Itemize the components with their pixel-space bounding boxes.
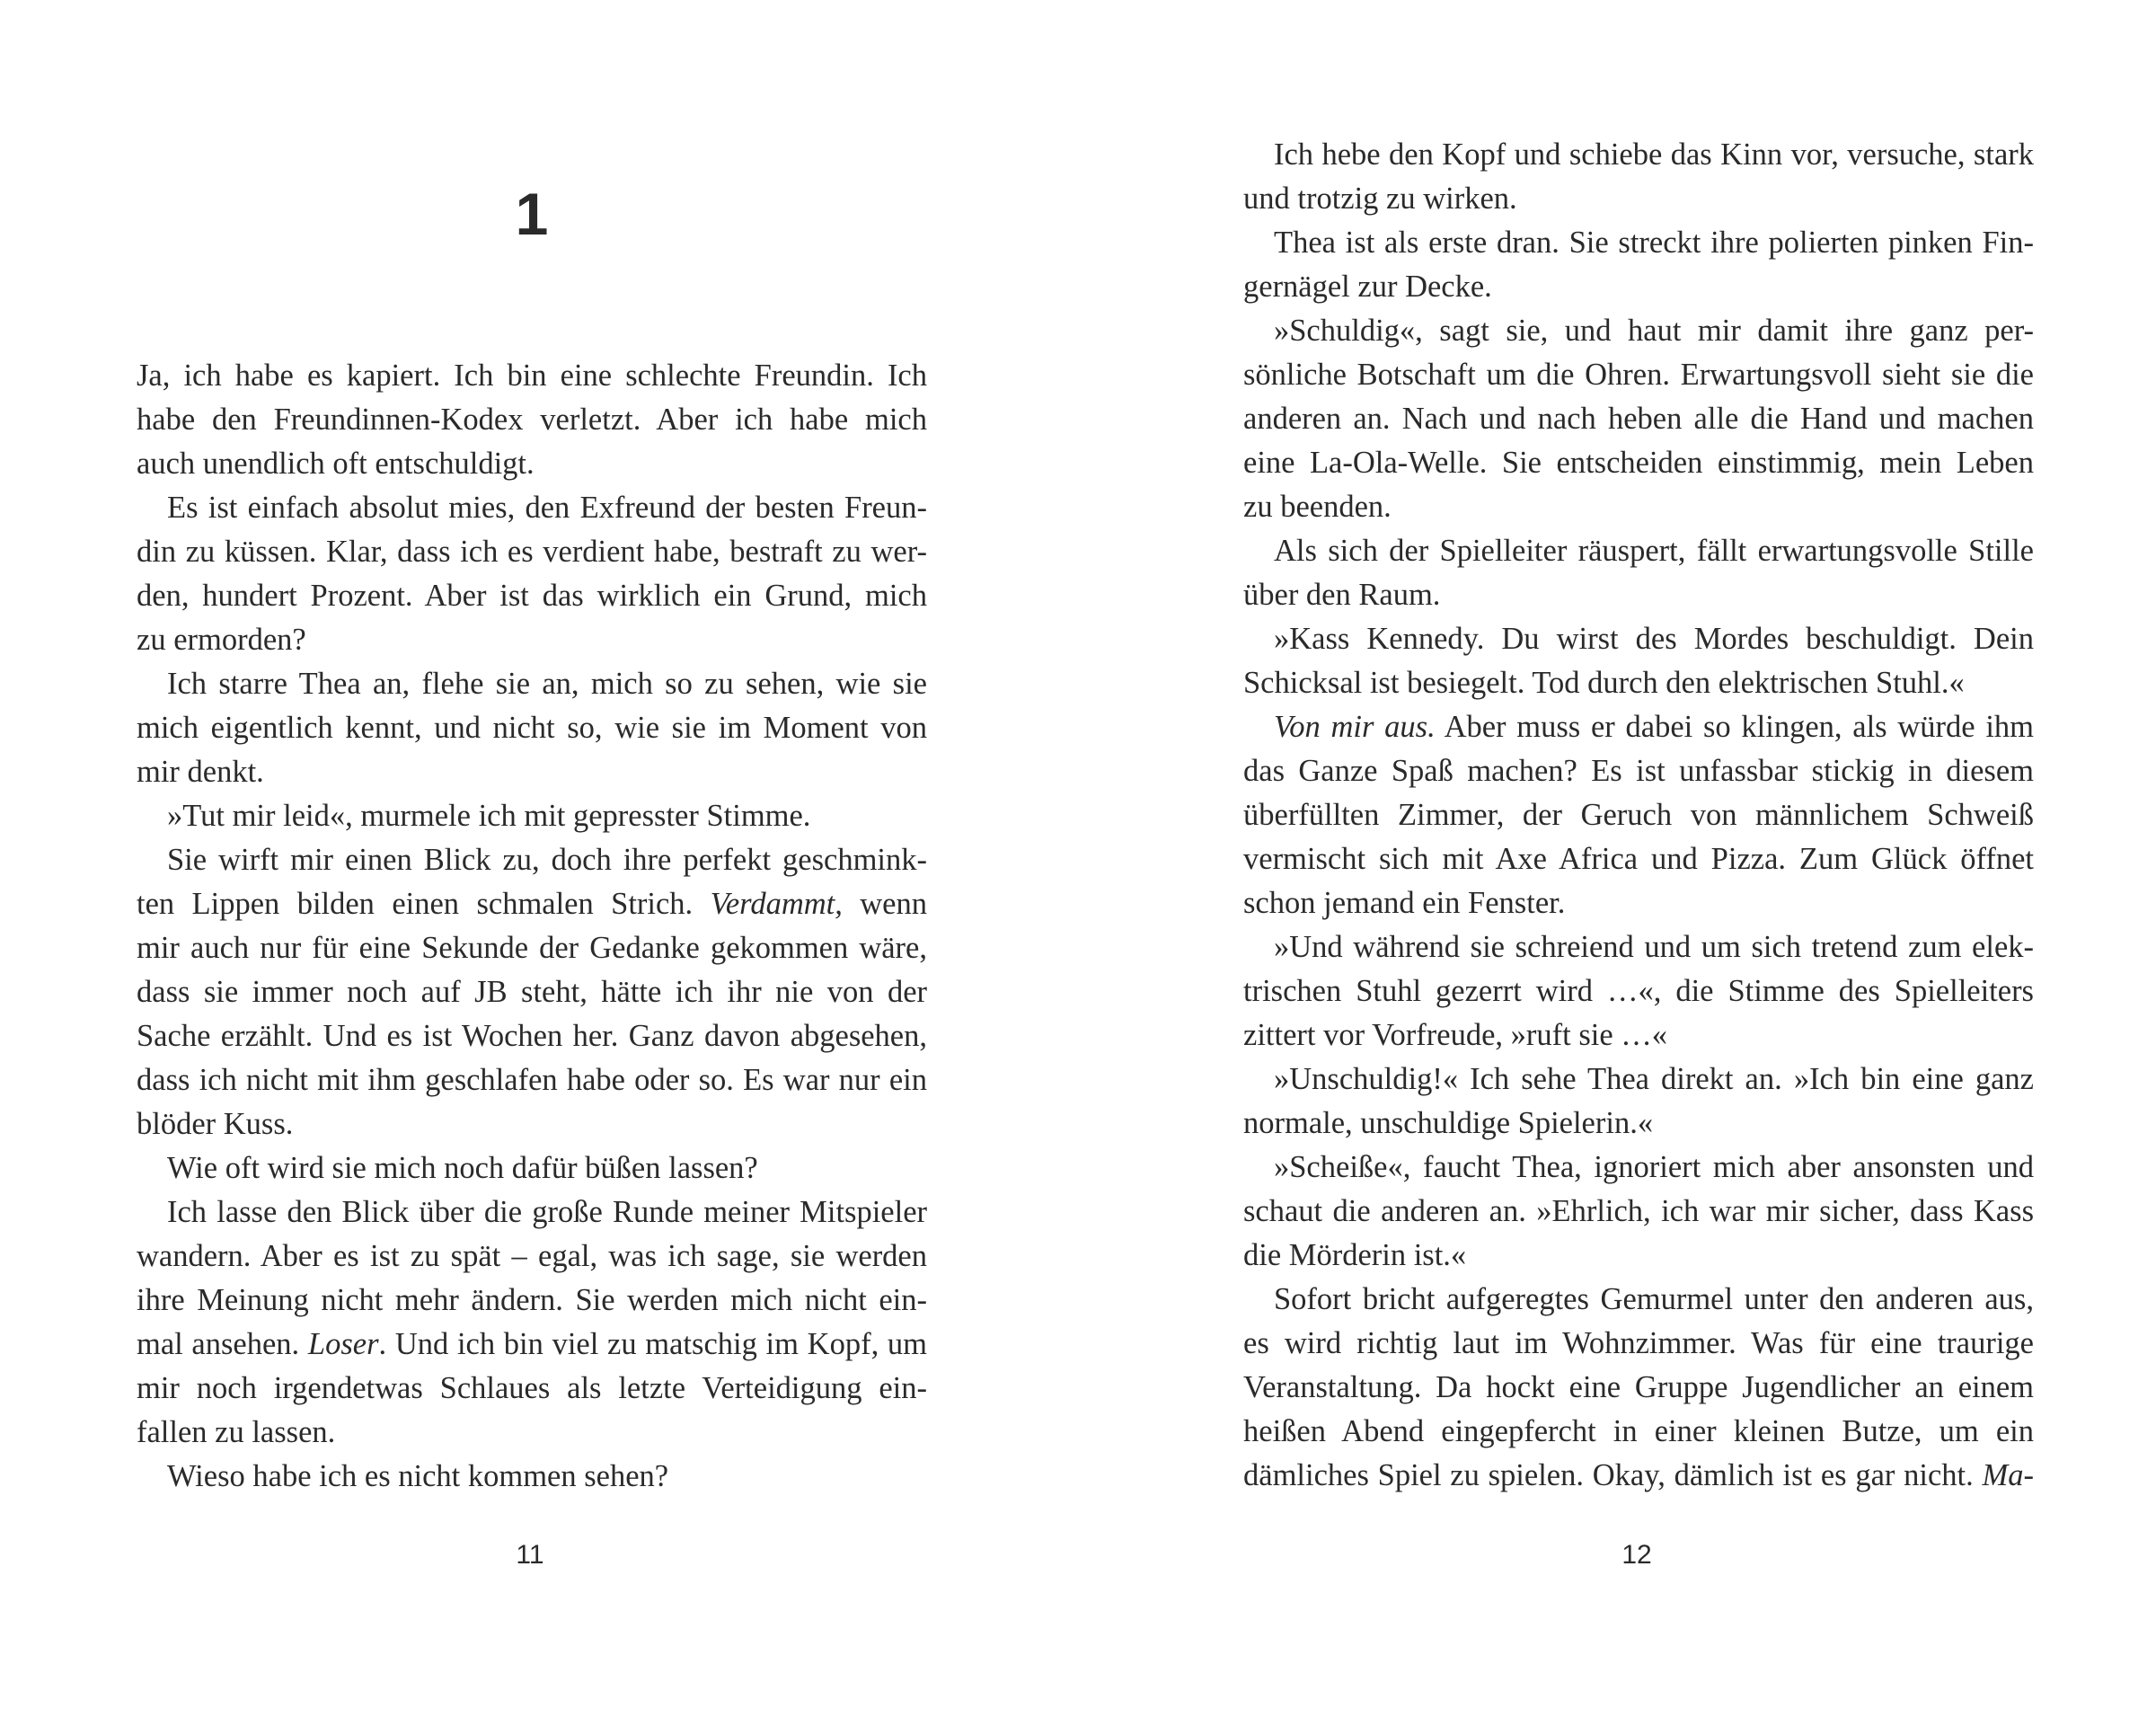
text-line: din zu küssen. Klar, dass ich es verdient habe, bestraft zu wer- (137, 535, 927, 569)
text-line: Von mir aus. Aber muss er dabei so klingen, als würde ihm (1274, 710, 2034, 744)
text-line: es wird richtig laut im Wohnzimmer. Was für eine traurige (1243, 1326, 2034, 1360)
text-line: Veranstaltung. Da hockt eine Gruppe Jugendlicher an einem (1243, 1370, 2034, 1404)
text-line: Thea ist als erste dran. Sie streckt ihre polierten pinken Fin- (1274, 226, 2034, 260)
text-line: ihre Meinung nicht mehr ändern. Sie werden mich nicht ein- (137, 1283, 927, 1317)
text-line: mir denkt. (137, 755, 264, 789)
text-line: mir auch nur für eine Sekunde der Gedanke gekommen wäre, (137, 931, 927, 965)
text-line: habe den Freundinnen-Kodex verletzt. Aber ich habe mich (137, 403, 927, 437)
text-line: dämliches Spiel zu spielen. Okay, dämlich ist es gar nicht. Ma- (1243, 1458, 2034, 1492)
text-line: auch unendlich oft entschuldigt. (137, 447, 535, 481)
text-line: ten Lippen bilden einen schmalen Strich. Verdammt, wenn (137, 887, 927, 921)
emphasis-text: Verdammt, (710, 887, 843, 921)
text-line: dass sie immer noch auf JB steht, hätte ich ihr nie von der (137, 975, 927, 1009)
text-line: vermischt sich mit Axe Africa und Pizza. Zum Glück öffnet (1243, 842, 2034, 876)
text-line: den, hundert Prozent. Aber ist das wirklich ein Grund, mich (137, 579, 927, 613)
text-line: »Scheiße«, faucht Thea, ignoriert mich aber ansonsten und (1274, 1150, 2034, 1184)
text-line: über den Raum. (1243, 578, 1441, 612)
text-line: »Unschuldig!« Ich sehe Thea direkt an. »Ich bin eine ganz (1274, 1062, 2034, 1096)
emphasis-text: Von mir aus. (1274, 710, 1436, 744)
text-line: Sache erzählt. Und es ist Wochen her. Ganz davon abgesehen, (137, 1019, 927, 1053)
text-line: Wie oft wird sie mich noch dafür büßen lassen? (167, 1151, 758, 1185)
text-line: schon jemand ein Fenster. (1243, 886, 1566, 920)
text-line: schaut die anderen an. »Ehrlich, ich war mir sicher, dass Kass (1243, 1194, 2034, 1228)
text-line: zittert vor Vorfreude, »ruft sie …« (1243, 1018, 1668, 1052)
page-number-right: 12 (1621, 1540, 1652, 1570)
page-number-left: 11 (516, 1540, 544, 1570)
text-line: und trotzig zu wirken. (1243, 181, 1517, 216)
text-line: die Mörderin ist.« (1243, 1238, 1467, 1272)
text-line: Sofort bricht aufgeregtes Gemurmel unter den anderen aus, (1274, 1282, 2034, 1316)
text-line: »Tut mir leid«, murmele ich mit gepresster Stimme. (167, 799, 811, 833)
text-line: dass ich nicht mit ihm geschlafen habe oder so. Es war nur ein (137, 1063, 927, 1097)
text-line: »Und während sie schreiend und um sich tretend zum elek- (1274, 930, 2034, 964)
text-line: »Kass Kennedy. Du wirst des Mordes beschuldigt. Dein (1274, 622, 2034, 656)
text-line: anderen an. Nach und nach heben alle die Hand und machen (1243, 402, 2034, 436)
left-page-body (137, 354, 927, 1499)
text-line: Ich hebe den Kopf und schiebe das Kinn vor, versuche, stark (1274, 137, 2034, 172)
text-line: heißen Abend eingepfercht in einer kleinen Butze, um ein (1243, 1414, 2034, 1448)
text-line: mich eigentlich kennt, und nicht so, wie sie im Moment von (137, 711, 927, 745)
text-line: wandern. Aber es ist zu spät – egal, was ich sage, sie werden (137, 1239, 927, 1273)
text-line: Sie wirft mir einen Blick zu, doch ihre perfekt geschmink- (167, 843, 927, 877)
text-line: Ich lasse den Blick über die große Runde meiner Mitspieler (167, 1195, 927, 1229)
emphasis-text: Loser (307, 1327, 379, 1361)
text-line: das Ganze Spaß machen? Es ist unfassbar stickig in diesem (1243, 754, 2034, 788)
text-line: zu ermorden? (137, 623, 306, 657)
text-line: Wieso habe ich es nicht kommen sehen? (167, 1459, 669, 1493)
text-line: gernägel zur Decke. (1243, 270, 1492, 304)
text-line: fallen zu lassen. (137, 1415, 336, 1449)
text-line: eine La-Ola-Welle. Sie entscheiden einstimmig, mein Leben (1243, 446, 2034, 480)
text-line: »Schuldig«, sagt sie, und haut mir damit ihre ganz per- (1274, 314, 2034, 348)
text-line: Ich starre Thea an, flehe sie an, mich so zu sehen, wie sie (167, 667, 927, 701)
text-line: sönliche Botschaft um die Ohren. Erwartungsvoll sieht sie die (1243, 358, 2034, 392)
text-line: Ja, ich habe es kapiert. Ich bin eine schlechte Freundin. Ich (137, 358, 927, 393)
text-line: Es ist einfach absolut mies, den Exfreund der besten Freun- (167, 491, 927, 525)
text-line: normale, unschuldige Spielerin.« (1243, 1106, 1654, 1140)
chapter-number: 1 (515, 181, 549, 247)
text-line: zu beenden. (1243, 490, 1392, 524)
text-line: Schicksal ist besiegelt. Tod durch den elektrischen Stuhl.« (1243, 666, 1965, 700)
text-line: trischen Stuhl gezerrt wird …«, die Stimme des Spielleiters (1243, 974, 2034, 1008)
right-page-body (1243, 133, 2034, 1498)
text-line: Als sich der Spielleiter räuspert, fällt erwartungsvolle Stille (1274, 534, 2034, 568)
text-line: mir noch irgendetwas Schlaues als letzte Verteidigung ein- (137, 1371, 927, 1405)
text-line: überfüllten Zimmer, der Geruch von männlichem Schweiß (1243, 798, 2034, 832)
emphasis-text: Ma- (1982, 1458, 2034, 1492)
text-line: blöder Kuss. (137, 1107, 294, 1141)
text-line: mal ansehen. Loser. Und ich bin viel zu matschig im Kopf, um (137, 1327, 927, 1361)
